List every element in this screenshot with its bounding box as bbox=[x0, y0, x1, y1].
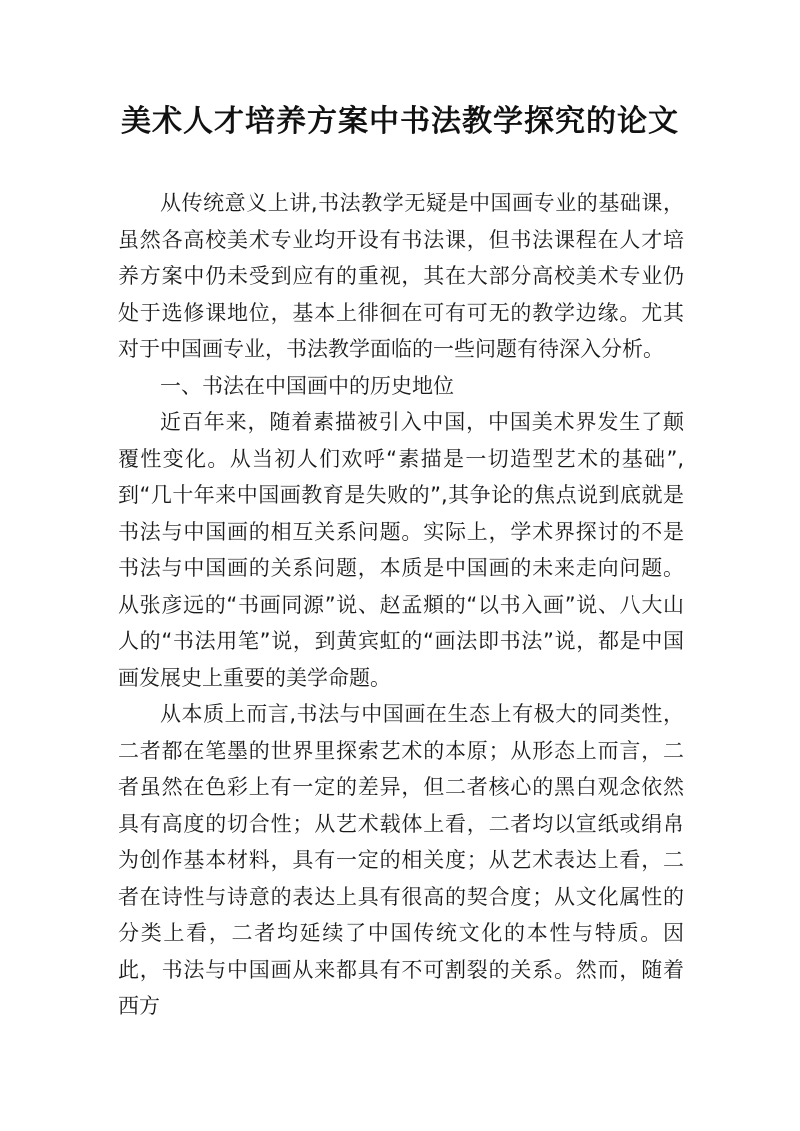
paragraph-intro: 从传统意义上讲,书法教学无疑是中国画专业的基础课，虽然各高校美术专业均开设有书法课，但书法课程在人才培养方案中仍未受到应有的重视，其在大部分高校美术专业仍处于选修课地位，基本上徘徊在可有可无的教学边缘。尤其对于中国画专业，书法教学面临的一些问题有待深入分析。 bbox=[118, 191, 684, 361]
section-heading: 一、书法在中国画中的历史地位 bbox=[160, 373, 454, 398]
document-title: 美术人才培养方案中书法教学探究的论文 bbox=[121, 104, 679, 139]
document-body bbox=[118, 185, 684, 1025]
paragraph-history: 近百年来，随着素描被引入中国，中国美术界发生了颠覆性变化。从当初人们欢呼“素描是一切造型艺术的基础”,到“几十年来中国画教育是失败的”,其争论的焦点说到底就是书法与中国画的相互关系问题。实际上，学术界探讨的不是书法与中国画的关系问题，本质是中国画的未来走向问题。从张彦远的“书画同源”说、赵孟頫的“以书入画”说、八大山人的“书法用笔”说，到黄宾虹的“画法即书法”说，都是中国画发展史上重要的美学命题。 bbox=[118, 410, 684, 690]
paragraph-essence: 从本质上而言,书法与中国画在生态上有极大的同类性，二者都在笔墨的世界里探索艺术的本原；从形态上而言，二者虽然在色彩上有一定的差异，但二者核心的黑白观念依然具有高度的切合性；从艺术载体上看，二者均以宣纸或绢帛为创作基本材料，具有一定的相关度；从艺术表达上看，二者在诗性与诗意的表达上具有很高的契合度；从文化属性的分类上看，二者均延续了中国传统文化的本性与特质。因此，书法与中国画从来都具有不可割裂的关系。然而，随着西方 bbox=[118, 702, 684, 1018]
